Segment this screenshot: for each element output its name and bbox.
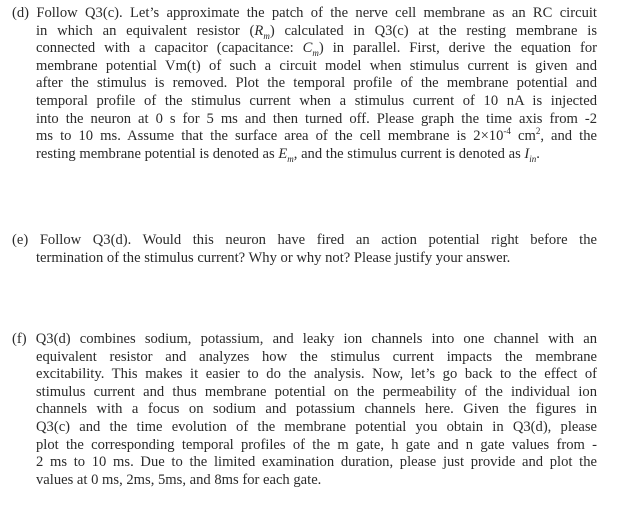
question-e-label: (e) bbox=[12, 232, 29, 248]
question-f-line-4: stimulus current and thus membrane potential on the permeability of the individual ion bbox=[36, 383, 597, 400]
question-d-line-3: connected with a capacitor (capacitance: $C_m$) in parallel. First, derive the equation for bbox=[36, 40, 598, 59]
question-f-line-3: excitability. This makes it easier to do the analysis. Now, let’s go back to the effect of bbox=[36, 366, 597, 383]
question-f-line-6: Q3(c) and the time evolution of the membrane potential you obtain in Q3(d), please bbox=[36, 418, 597, 435]
question-e bbox=[12, 232, 597, 267]
question-f-line-7: plot the corresponding temporal profiles of the m gate, h gate and n gate values from - bbox=[36, 436, 597, 453]
question-e-line-1: (e) Follow Q3(d). Would this neuron have fired an action potential right before the bbox=[12, 232, 597, 248]
question-d-line-7: into the neuron at 0 s for 5 ms and then turned off. Please graph the time axis from -2 bbox=[36, 110, 597, 127]
question-d-line-8: ms to 10 ms. Assume that the surface area of the cell membrane is $2\times 10^{-4}$ $cm^2$, and the bbox=[36, 126, 597, 145]
question-d-line-6: temporal profile of the stimulus current when a stimulus current of 10 nA is injected bbox=[36, 92, 597, 109]
question-f-line-5: channels with a focus on sodium and potassium channels here. Given the figures in bbox=[36, 401, 597, 418]
question-d-line-9: resting membrane potential is denoted as $E_m$, and the stimulus current is denoted as $I_{in}$. bbox=[36, 145, 540, 164]
question-f-label: (f) bbox=[12, 331, 27, 347]
question-f bbox=[12, 331, 597, 489]
question-f-line-2: equivalent resistor and analyzes how the stimulus current impacts the membrane bbox=[36, 348, 597, 365]
question-d-line-2: in which an equivalent resistor $(R_m)$ calculated in Q3(c) at the resting membrane is bbox=[36, 22, 597, 41]
resistor-symbol: $R_m$ bbox=[254, 22, 270, 41]
question-d-line-5: after the stimulus is removed. Plot the temporal profile of the membrane potential and bbox=[36, 75, 597, 92]
question-e-line-2: termination of the stimulus current? Why or why not? Please justify your answer. bbox=[36, 249, 511, 266]
question-d-label: (d) bbox=[12, 5, 30, 21]
question-d-line-1: (d) Follow Q3(c). Let’s approximate the patch of the nerve cell membrane as an RC circuit bbox=[12, 5, 597, 21]
question-d-line-4: membrane potential Vm(t) of such a circuit model when stimulus current is given and bbox=[36, 57, 597, 74]
question-d bbox=[12, 5, 597, 163]
capacitance-symbol: $C_m$ bbox=[302, 40, 319, 59]
resting-potential-symbol: $E_m$ bbox=[278, 145, 294, 164]
question-f-line-9: values at 0 ms, 2ms, 5ms, and 8ms for each gate. bbox=[36, 471, 322, 488]
question-f-line-8: 2 ms to 10 ms. Due to the limited examination duration, please just provide and plot the bbox=[36, 454, 597, 471]
question-f-line-1: (f) Q3(d) combines sodium, potassium, and leaky ion channels into one channel with an bbox=[12, 331, 597, 347]
stimulus-current-symbol: $I_{in}$ bbox=[524, 145, 537, 164]
